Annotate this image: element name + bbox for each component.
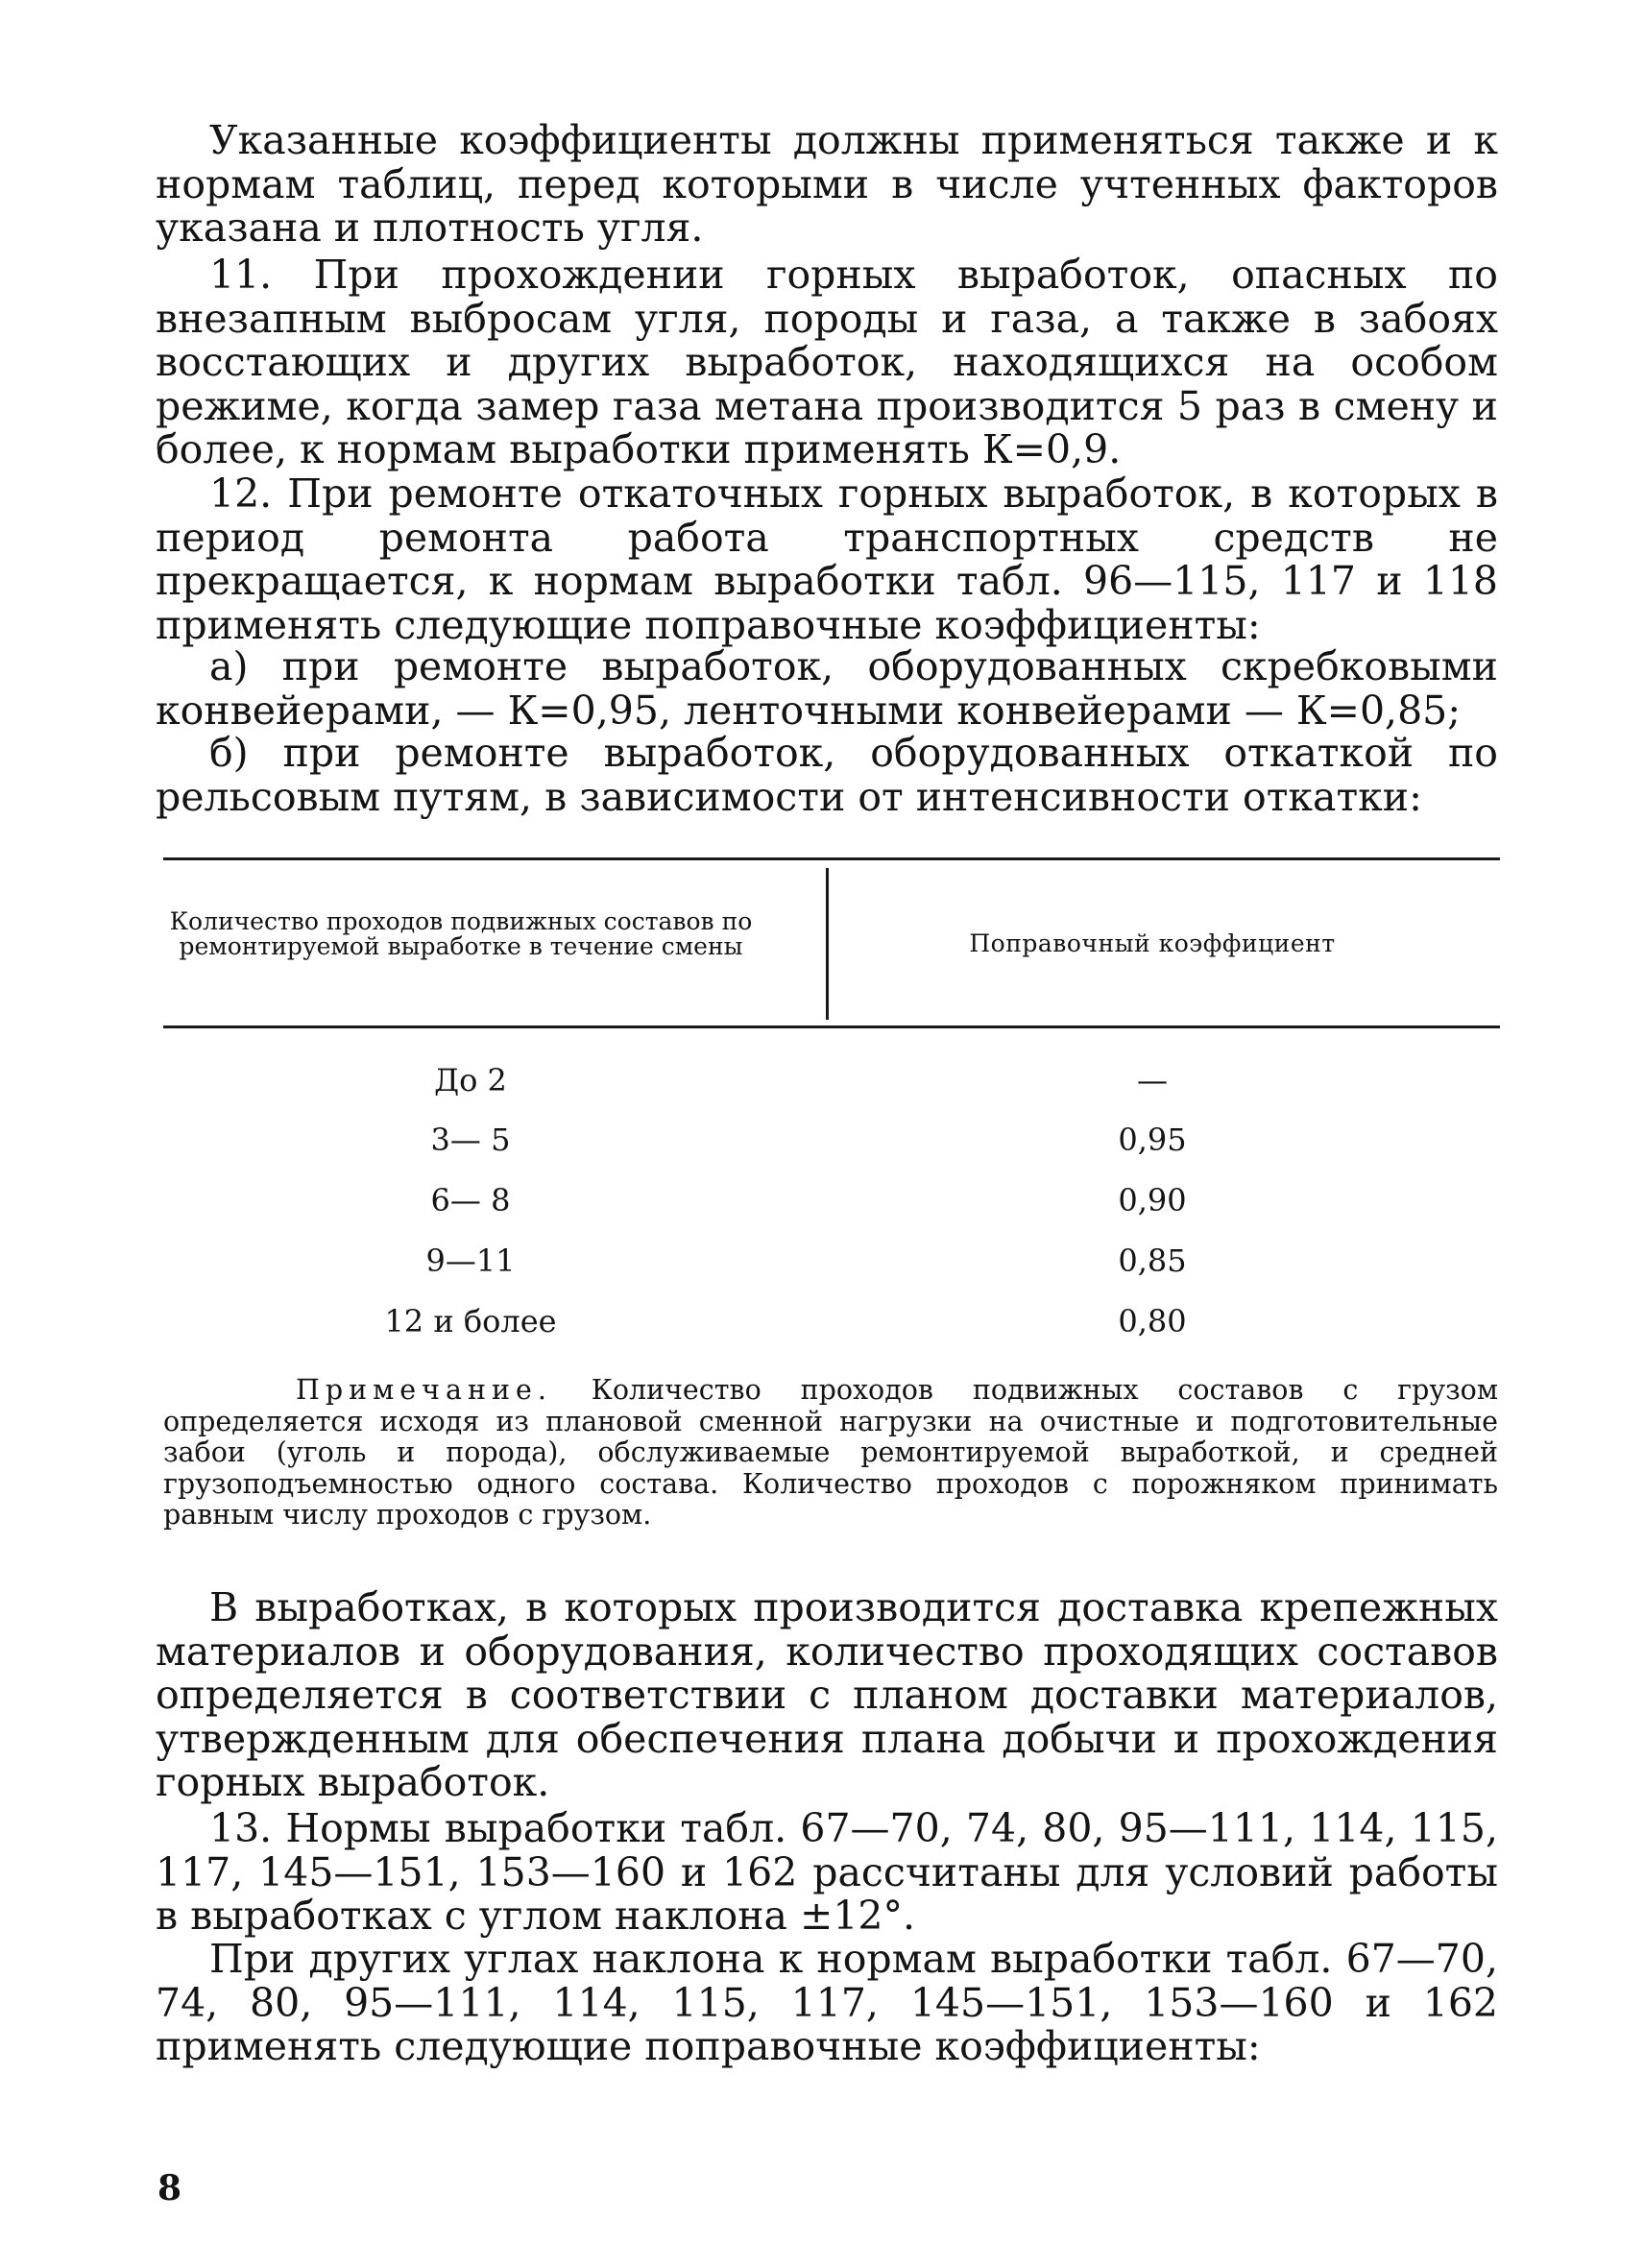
paragraph-other-angles	[156, 1938, 1498, 2069]
table-note	[163, 1375, 1498, 1532]
table-row-coefficient: 0,95	[1118, 1122, 1187, 1158]
paragraph-item-12a	[156, 645, 1498, 733]
table-top-rule	[163, 857, 1500, 860]
table-header-coefficient: Поправочный коэффициент	[969, 929, 1336, 957]
paragraph-delivery	[156, 1586, 1498, 1805]
table-row-passes: 6— 8	[430, 1182, 511, 1218]
paragraph-item-12b	[156, 732, 1498, 819]
paragraph-text: 13. Нормы выработки табл. 67—70, 74, 80, 95—111, 114, 115, 117, 145—151, 153—160 и 162 рассчитаны для условий работы в выработках с углом наклона ±12°.	[156, 1805, 1498, 1939]
paragraph-text: 11. При прохождении горных выработок, опасных по внезапным выбросам угля, породы и газа, а также в забоях восстающих и других выработок, находящихся на особом режиме, когда замер газа метана производится 5 раз в смену и более, к нормам выработки применять К=0,9.	[156, 252, 1498, 472]
page-number: 8	[157, 2168, 182, 2208]
note-text: Количество проходов подвижных составов с грузом определяется исходя из плановой сменной нагрузки на очистные и подготовительные забои (уголь и порода), обслуживаемые ремонтируемой выработкой, и средней грузоподъемностью одного состава. Количество проходов с порожняком принимать равным числу проходов с грузом.	[163, 1374, 1499, 1531]
table-header-rule	[163, 1025, 1500, 1028]
table-header-passes: Количество проходов подвижных составов по ремонтируемой выработке в течение смены	[169, 907, 753, 960]
table-row-coefficient: 0,80	[1118, 1303, 1187, 1339]
paragraph-text: Указанные коэффициенты должны применяться также и к нормам таблиц, перед которыми в числе учтенных факторов указана и плотность угля.	[156, 117, 1498, 251]
table-row-coefficient: 0,85	[1118, 1243, 1187, 1279]
table-row-coefficient: 0,90	[1118, 1182, 1187, 1218]
table-column-divider	[826, 868, 829, 1020]
table-row-passes: 9—11	[425, 1243, 516, 1279]
table-row-coefficient: —	[1137, 1062, 1168, 1098]
paragraph-text: В выработках, в которых производится доставка крепежных материалов и оборудования, количество проходящих составов определяется в соответствии с планом доставки материалов, утвержденным для обеспечения плана добычи и прохождения горных выработок.	[156, 1584, 1498, 1805]
table-row-passes: До 2	[434, 1062, 507, 1098]
paragraph-item-11	[156, 253, 1498, 472]
paragraph-text: б) при ремонте выработок, оборудованных откаткой по рельсовым путям, в зависимости от интенсивности откатки:	[156, 730, 1498, 820]
table-row-passes: 12 и более	[384, 1303, 557, 1339]
note-paragraph	[163, 1375, 1498, 1532]
paragraph-text: 12. При ремонте откаточных горных выработок, в которых в период ремонта работа транспортных средств не прекращается, к нормам выработки табл. 96—115, 117 и 118 применять следующие поправочные коэффициенты:	[156, 470, 1498, 648]
paragraph-coefficients-density	[156, 119, 1498, 251]
paragraph-text: а) при ремонте выработок, оборудованных скребковыми конвейерами, — К=0,95, ленточными конвейерами — К=0,85;	[156, 643, 1498, 734]
paragraph-text: При других углах наклона к нормам выработки табл. 67—70, 74, 80, 95—111, 114, 115, 117, 145—151, 153—160 и 162 применять следующие поправочные коэффициенты:	[156, 1936, 1498, 2069]
paragraph-item-12	[156, 472, 1498, 647]
table-row-passes: 3— 5	[430, 1122, 511, 1158]
note-label: Примечание.	[296, 1374, 552, 1406]
paragraph-item-13	[156, 1807, 1498, 1939]
